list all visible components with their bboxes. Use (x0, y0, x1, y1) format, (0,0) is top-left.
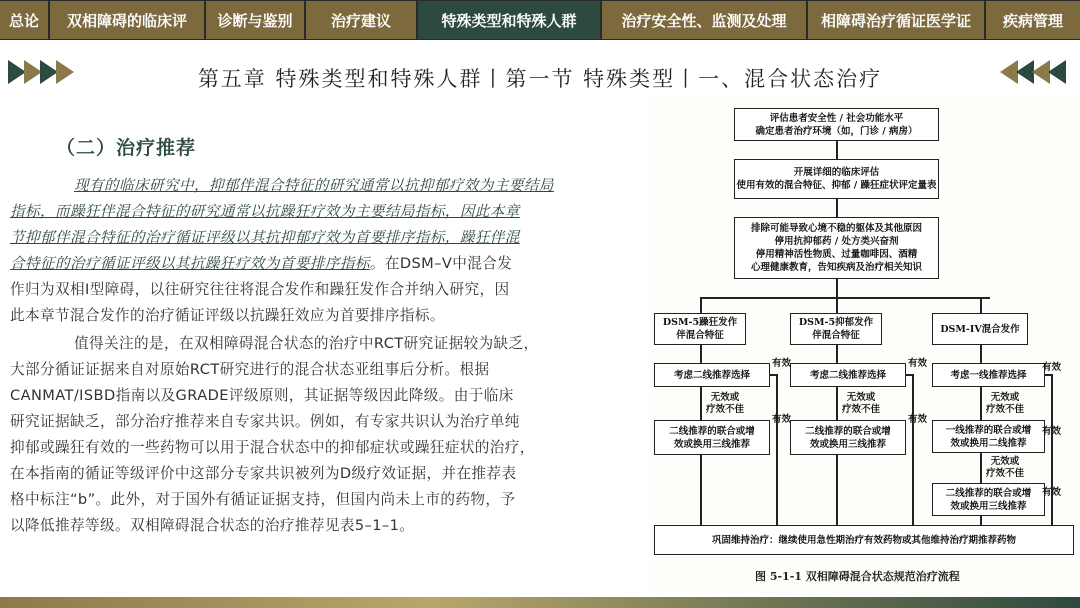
maintenance-box: 巩固维持治疗：继续使用急性期治疗有效药物或其他维持治疗期推荐药物 (654, 525, 1074, 555)
chevrons-right-icon (8, 60, 72, 88)
chevrons-left-icon (1000, 60, 1064, 88)
tab-overview[interactable]: 总论 (0, 1, 50, 39)
tab-special-populations[interactable]: 特殊类型和特殊人群 (418, 1, 602, 39)
body-text: 在本指南的循证等级评价中这部分专家共识被列为D级疗效证据，并在推荐表 (10, 465, 517, 482)
mania-mixed-box: DSM-5躁狂发作 伴混合特征 (654, 313, 746, 345)
tab-diagnosis[interactable]: 诊断与鉴别 (206, 1, 306, 39)
highlight-text: 合特征的治疗循证评级以其抗躁狂疗效为首要排序指标 (10, 255, 370, 272)
depression-mixed-box: DSM-5抑郁发作 伴混合特征 (790, 313, 882, 345)
combination-box: 二线推荐的联合或增 效或换用三线推荐 (654, 420, 770, 455)
effective-label: 有效 (908, 358, 928, 369)
body-text: 值得关注的是，在双相障碍混合状态的治疗中RCT研究证据较为缺乏， (74, 335, 539, 352)
body-text: CANMAT/ISBD指南以及GRADE评级原则，其证据等级因此降级。由于临床 (10, 387, 514, 404)
first-line-option-box: 考虑一线推荐选择 (932, 363, 1045, 387)
effective-label: 有效 (908, 414, 928, 425)
ineffective-label: 无效或 疗效不佳 (986, 456, 1025, 479)
exclusion-box: 排除可能导致心境不稳的躯体及其他原因 停用抗抑郁药 / 处方类兴奋剂 停用精神活性物质、过量咖啡因、酒精 心理健康教育，告知疾病及治疗相关知识 (734, 217, 939, 279)
highlight-text: 现有的临床研究中，抑郁伴混合特征的研究通常以抗抑郁疗效为主要结局 (74, 177, 554, 194)
paragraph-1 (10, 173, 642, 329)
mixed-episode-box: DSM-IV混合发作 (932, 313, 1028, 345)
body-text: 此本章节混合发作的治疗循证评级以抗躁狂效应为首要排序指标。 (10, 307, 445, 324)
ineffective-label: 无效或 疗效不佳 (842, 392, 881, 415)
body-text: 以降低推荐等级。双相障碍混合状态的治疗推荐见表5–1–1。 (10, 517, 415, 534)
highlight-text: 指标，而躁狂伴混合特征的研究通常以抗躁狂疗效为主要结局指标，因此本章 (10, 203, 520, 220)
combination-box: 一线推荐的联合或增 效或换用二线推荐 (932, 420, 1045, 453)
ineffective-label: 无效或 疗效不佳 (706, 392, 745, 415)
tab-disease-management[interactable]: 疾病管理 (986, 1, 1080, 39)
paragraph-2 (10, 331, 642, 539)
page-title: 第五章 特殊类型和特殊人群丨第一节 特殊类型丨一、混合状态治疗 (197, 67, 883, 91)
highlight-text: 节抑郁伴混合特征的治疗循证评级以其抗抑郁疗效为首要排序指标，躁狂伴混 (10, 229, 520, 246)
figure-caption: 图 5-1-1 双相障碍混合状态规范治疗流程 (755, 570, 960, 583)
second-line-option-box: 考虑二线推荐选择 (790, 363, 906, 387)
effective-label: 有效 (1042, 426, 1062, 437)
effective-label: 有效 (772, 414, 792, 425)
tab-evidence-based[interactable]: 相障碍治疗循证医学证 (808, 1, 986, 39)
body-text: 大部分循证证据来自对原始RCT研究进行的混合状态亚组事后分析。根据 (10, 361, 490, 378)
effective-label: 有效 (1042, 362, 1062, 373)
effective-label: 有效 (1042, 487, 1062, 498)
body-text: 抑郁或躁狂有效的一些药物可以用于混合状态中的抑郁症状或躁狂症状的治疗， (10, 439, 535, 456)
body-text: 研究证据缺乏，部分治疗推荐来自专家共识。例如，有专家共识认为治疗单纯 (10, 413, 520, 430)
tab-clinical-assessment[interactable]: 双相障碍的临床评 (50, 1, 206, 39)
top-navigation (0, 0, 1080, 40)
flowchart-figure (650, 98, 1080, 593)
assessment-box: 评估患者安全性 / 社会功能水平 确定患者治疗环境（如，门诊 / 病房） (734, 108, 939, 141)
tab-treatment[interactable]: 治疗建议 (306, 1, 418, 39)
second-line-option-box: 考虑二线推荐选择 (654, 363, 770, 387)
body-text: 格中标注“b”。此外，对于国外有循证证据支持，但国内尚未上市的药物，予 (10, 491, 516, 508)
effective-label: 有效 (772, 358, 792, 369)
bottom-decoration-bar (0, 597, 1080, 608)
tab-safety-monitoring[interactable]: 治疗安全性、监测及处理 (602, 1, 808, 39)
section-title: （二）治疗推荐 (56, 137, 197, 159)
ineffective-label: 无效或 疗效不佳 (986, 392, 1025, 415)
combination-box: 二线推荐的联合或增 效或换用三线推荐 (932, 483, 1045, 516)
body-text: 。在DSM–V中混合发 (369, 255, 513, 272)
body-text: 作归为双相I型障碍，以往研究往往将混合发作和躁狂发作合并纳入研究，因 (10, 281, 510, 298)
clinical-evaluation-box: 开展详细的临床评估 使用有效的混合特征、抑郁 / 躁狂症状评定量表 (734, 159, 939, 199)
combination-box: 二线推荐的联合或增 效或换用三线推荐 (790, 420, 906, 455)
